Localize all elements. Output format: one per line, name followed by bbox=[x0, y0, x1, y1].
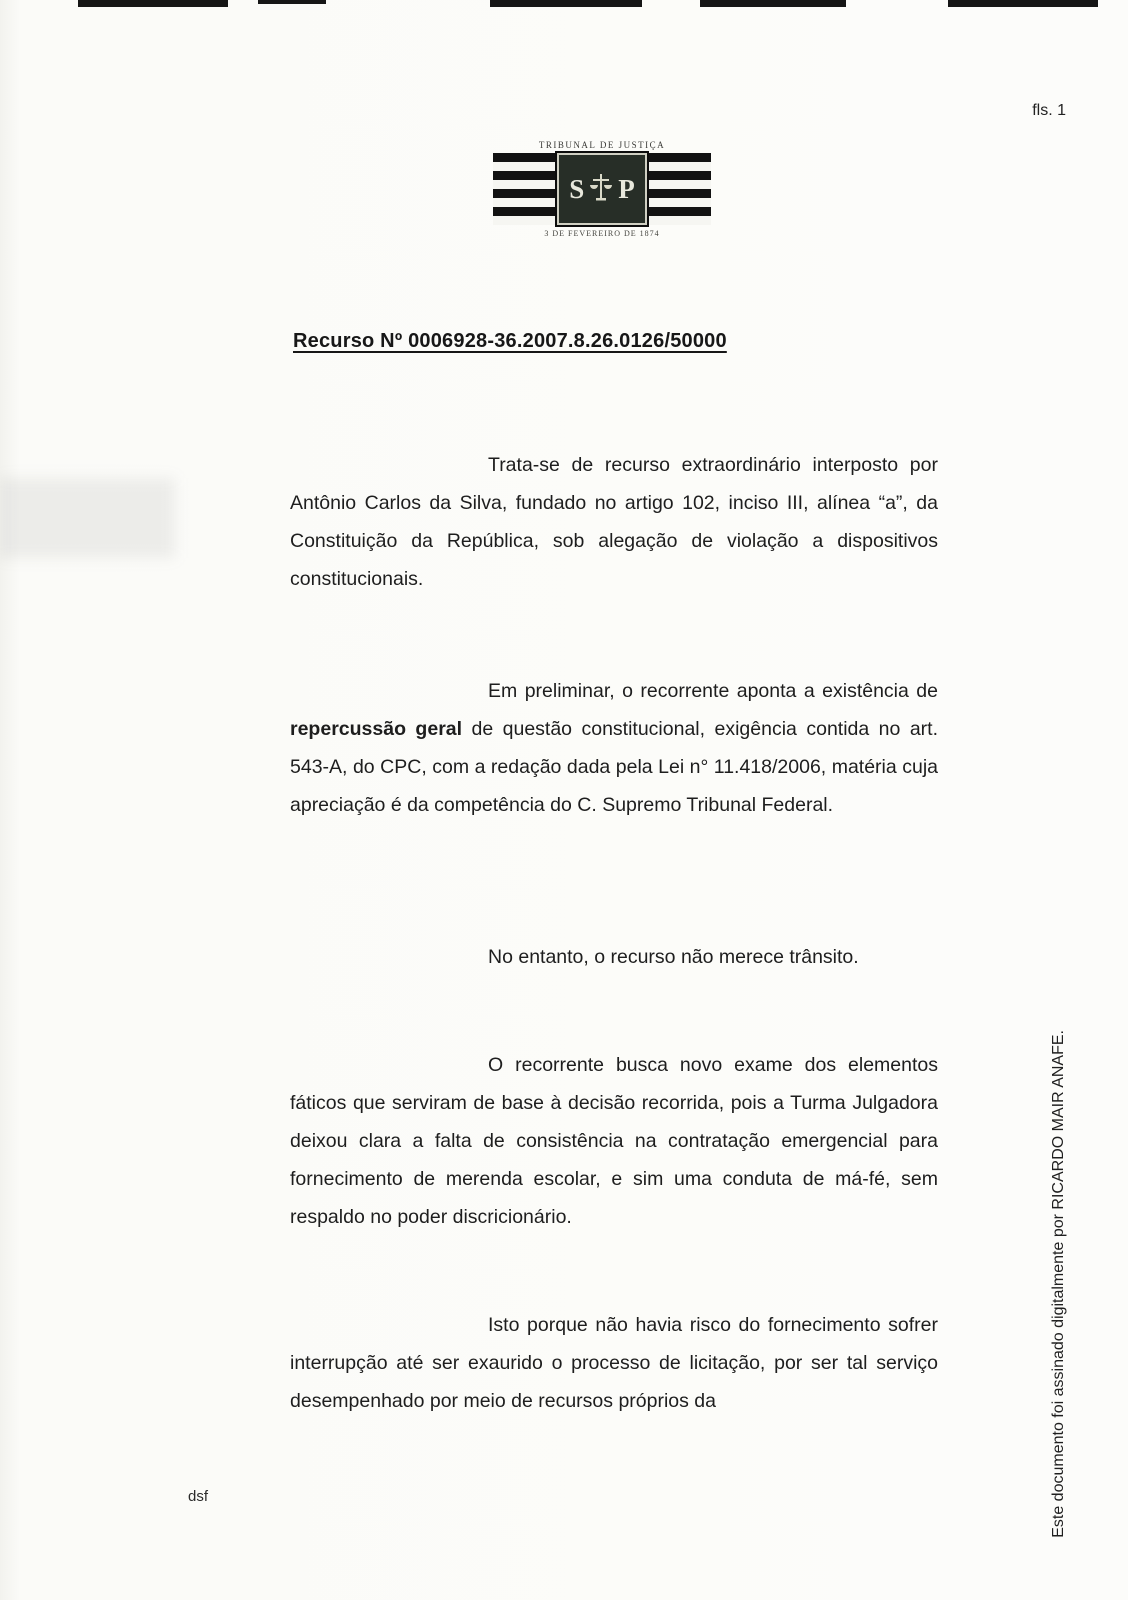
court-seal bbox=[493, 140, 711, 238]
paragraph-analysis: O recorrente busca novo exame dos elementos fáticos que serviram de base à decisão recorrida, pois a Turma Julgadora deixou clara a falta de consistência na contratação emergencial para fornecimento de merenda escolar, e sim uma conduta de má-fé, sem respaldo no poder discricionário. bbox=[290, 1054, 938, 1228]
scan-artifact bbox=[78, 0, 228, 7]
seal-shield bbox=[555, 151, 649, 227]
digital-signature-note: Este documento foi assinado digitalmente por RICARDO MAIR ANAFE. bbox=[1050, 1030, 1067, 1538]
scan-artifact bbox=[948, 0, 1098, 7]
paragraph-text: Em preliminar, o recorrente aponta a existência de bbox=[488, 680, 938, 702]
seal-stripes bbox=[493, 153, 711, 225]
paragraph-preliminar bbox=[290, 672, 938, 824]
seal-top-text: TRIBUNAL DE JUSTIÇA bbox=[538, 140, 666, 150]
scan-artifact bbox=[700, 0, 846, 7]
paragraph-continuation: Isto porque não havia risco do fornecimento sofrer interrupção até ser exaurido o processo de licitação, por ser tal serviço desempenhado por meio de recursos próprios da bbox=[290, 1314, 938, 1412]
footer-initials: dsf bbox=[188, 1488, 209, 1505]
paragraph-bold-text: repercussão geral bbox=[290, 718, 463, 740]
scales-icon bbox=[590, 172, 612, 207]
paragraph-intro: Trata-se de recurso extraordinário interposto por Antônio Carlos da Silva, fundado no artigo 102, inciso III, alínea “a”, da Constituição da República, sob alegação de violação a dispositivos constitucionais. bbox=[290, 454, 938, 590]
seal-bottom-text: 3 DE FEVEREIRO DE 1874 bbox=[544, 229, 660, 238]
paragraph-decision: No entanto, o recurso não merece trânsito. bbox=[488, 946, 859, 968]
scan-smudge bbox=[0, 478, 175, 558]
folio-number: fls. 1 bbox=[1032, 102, 1066, 119]
paragraph-text: de questão constitucional, exigência contida no art. 543-A, do CPC, com a redação dada pela Lei n° 11.418/2006, matéria cuja apreciação é da competência do C. Supremo Tribunal Federal. bbox=[290, 718, 938, 816]
scan-artifact bbox=[490, 0, 642, 7]
case-number-title: Recurso Nº 0006928-36.2007.8.26.0126/50000 bbox=[293, 330, 727, 352]
seal-letter-s: S bbox=[569, 173, 585, 204]
scan-artifact bbox=[258, 0, 326, 4]
seal-letter-p: P bbox=[618, 173, 635, 204]
